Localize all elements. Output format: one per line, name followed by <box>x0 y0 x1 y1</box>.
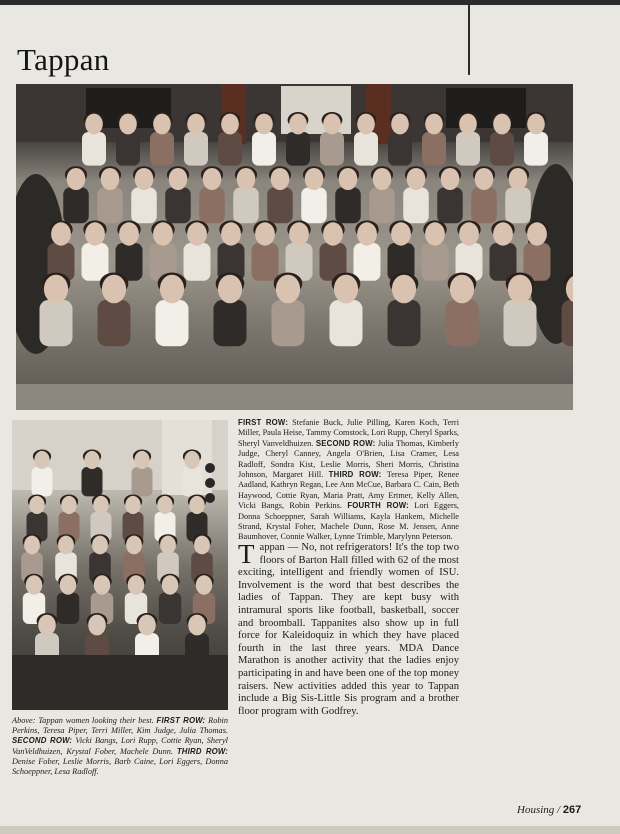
caption-small-intro: Above: Tappan women looking their best. <box>12 716 157 725</box>
page-number: 267 <box>562 804 582 816</box>
bottom-strip <box>0 826 620 834</box>
group-photo-main <box>16 84 573 410</box>
caption-main-text-3: Teresa Piper, Renee Aadland, Kathryn Regan, Lee Ann McCue, Barbara C. Cain, Beth Haywood, Cottie Ryan, Maria Pratt, Amy Ertmer, Kelly Allen, Vicki Bangs, Robin Perkins. <box>238 470 460 511</box>
caption-small-text-3: Denise Fober, Leslie Morris, Barb Caine, Lori Eggers, Donna Schoeppner, Lesa Radloff. <box>12 756 228 777</box>
article-body <box>238 539 459 718</box>
caption-main-label-4: FOURTH ROW: <box>347 501 409 511</box>
caption-small-text-2: Vicki Bangs, Lori Rupp, Cottie Ryan, Sheryl VanVeldhuizen, Krystal Fober, Machele Dunn. <box>12 736 228 756</box>
caption-main-label-1: FIRST ROW: <box>238 418 289 427</box>
caption-main-label-2: SECOND ROW: <box>315 438 376 448</box>
page-footer <box>517 804 581 816</box>
group-photo-main-illustration <box>16 84 573 410</box>
caption-small-text-1: Robin Perkins, Teresa Piper, Terri Miller, Kim Judge, Julia Thomas. <box>12 716 228 736</box>
page-title: Tappan <box>17 42 110 77</box>
caption-main-text-1: Stefanie Buck, Julie Pilling, Karen Koch, Terri Miller, Paula Heise, Tammy Comstock, Lori Rupp, Cheryl Sparks, Sheryl Vanveldhuizen. <box>238 418 459 448</box>
small-photo-caption <box>12 716 228 777</box>
footer-section: Housing / <box>517 804 561 816</box>
caption-small-label-1: FIRST ROW: <box>156 716 206 725</box>
caption-main-text-4: Lori Eggers, Donna Schoeppner, Sarah Williams, Kayla Hankem, Michelle Strand, Krystal Foher, Machele Dunn, Rose M. Jensen, Anne Baumhover, Connie Walker, Lynne Trimble, Marylynn Peterson. <box>238 501 460 542</box>
column-rule <box>468 5 470 75</box>
article-text: appan — No, not refrigerators! It's the top two floors of Barton Hall filled with 62 of the most exciting, intelligent and friendly women of ISU. Involvement is the word that best describes the ladies of Tappan. They are kept busy with intramural sports like football, basketball, soccer and broomball. Tappanites also show up in full force for Kaleidoquiz in which they have placed fourth in the last three years. MDA Dance Marathon is another activity that the ladies enjoy participating in and have been one of the top money raisers. New activities added this year to Tappan include a Big Sis-Little Sis program and a brother floor program with Godfrey. <box>238 542 459 717</box>
drop-cap: T <box>238 539 255 569</box>
main-photo-caption <box>238 418 459 543</box>
group-photo-small-illustration <box>12 420 228 710</box>
caption-small-label-3: THIRD ROW: <box>176 746 228 756</box>
caption-main-label-3: THIRD ROW: <box>328 470 382 480</box>
group-photo-small <box>12 420 228 710</box>
caption-small-label-2: SECOND ROW: <box>12 736 73 746</box>
caption-main-text-2: Julia Thomas, Kimberly Judge, Cheryl Canney, Angela O'Brien, Lisa Cramer, Lesa Radloff, Sondra Kist, Leslie Morris, Sheri Morris, Christina Johnson, Margaret Hill. <box>238 438 459 480</box>
top-rule <box>0 0 620 5</box>
people-rows <box>40 112 574 346</box>
